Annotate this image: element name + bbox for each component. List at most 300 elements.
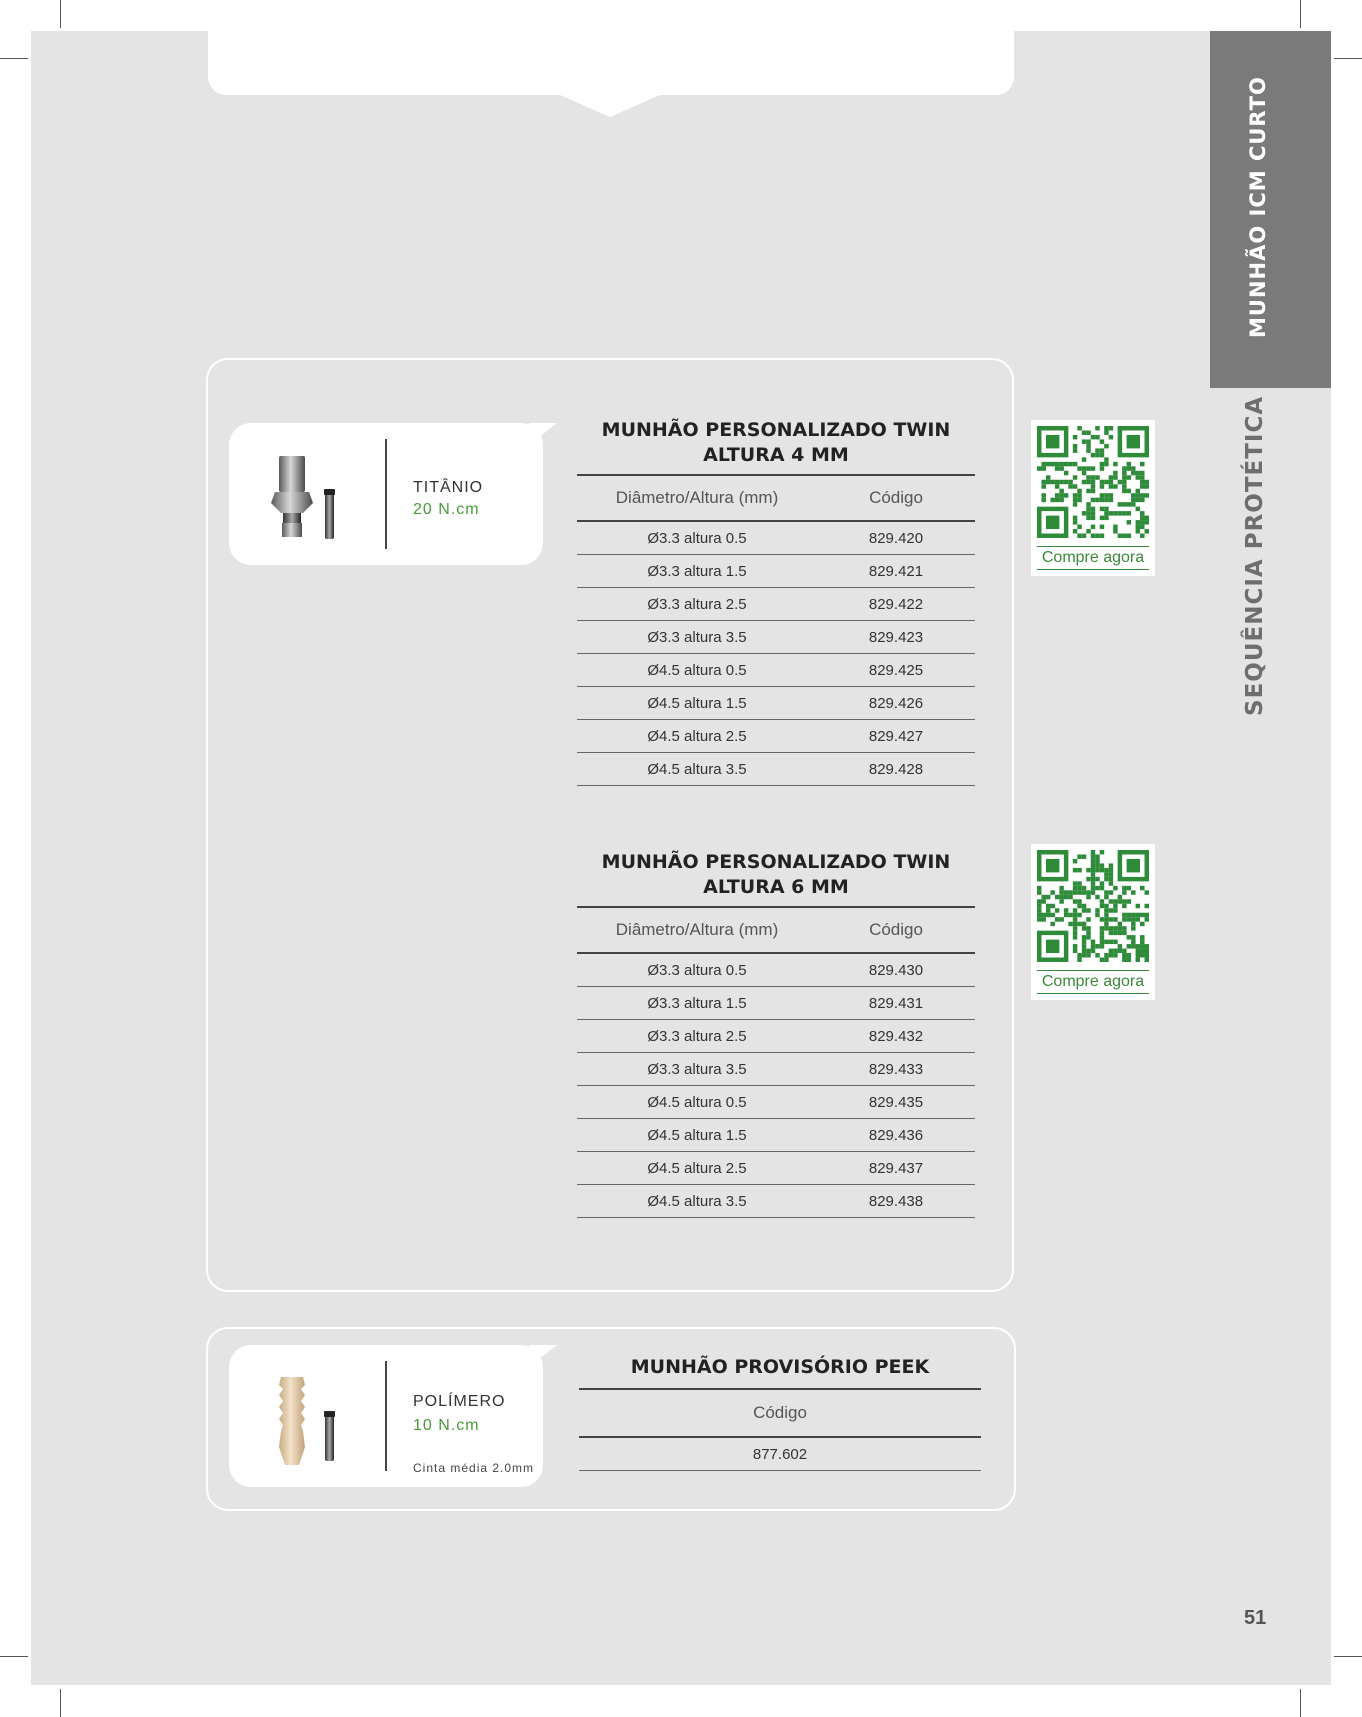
qr-module <box>1122 511 1126 515</box>
diameter-cell: Ø4.5 altura 0.5 <box>647 661 747 679</box>
qr-module <box>1073 917 1077 921</box>
qr-module <box>1145 944 1149 948</box>
torque-label: 20 N.cm <box>413 501 480 518</box>
qr-module <box>1091 516 1095 520</box>
column-header-diameter: Diâmetro/Altura (mm) <box>615 920 779 939</box>
qr-module <box>1091 881 1095 885</box>
qr-module <box>1077 886 1081 890</box>
qr-module <box>1145 904 1149 908</box>
qr-module <box>1140 922 1144 926</box>
qr-module <box>1136 913 1140 917</box>
qr-module <box>1073 908 1077 912</box>
qr-module <box>1122 953 1126 957</box>
chapter-label: SEQUÊNCIA PROTÉTICA <box>1242 395 1268 716</box>
qr-module <box>1086 475 1090 479</box>
table-title-line2: ALTURA 4 MM <box>703 444 849 466</box>
qr-module <box>1136 958 1140 962</box>
diameter-cell: Ø4.5 altura 2.5 <box>647 1159 747 1177</box>
qr-module <box>1136 949 1140 953</box>
qr-module <box>1109 868 1113 872</box>
qr-module <box>1073 913 1077 917</box>
code-cell: 829.427 <box>868 727 924 745</box>
qr-module <box>1073 502 1077 506</box>
qr-module <box>1100 958 1104 962</box>
qr-module <box>1086 466 1090 470</box>
buy-now-label[interactable]: Compre agora <box>1037 970 1149 994</box>
qr-module <box>1055 480 1059 484</box>
qr-module <box>1104 872 1108 876</box>
qr-module <box>1086 516 1090 520</box>
qr-module <box>1104 922 1108 926</box>
qr-module <box>1041 498 1045 502</box>
qr-module <box>1104 480 1108 484</box>
qr-module <box>1073 935 1077 939</box>
table-row <box>577 1185 975 1218</box>
code-cell: 829.428 <box>868 760 924 778</box>
titanium-abutment-image <box>269 453 349 549</box>
qr-module <box>1131 493 1135 497</box>
qr-module <box>1136 529 1140 533</box>
qr-module <box>1131 926 1135 930</box>
qr-module <box>1145 516 1149 520</box>
qr-module <box>1050 913 1054 917</box>
qr-code-icon <box>1037 850 1149 962</box>
qr-module <box>1100 917 1104 921</box>
qr-module <box>1127 466 1131 470</box>
qr-module <box>1091 489 1095 493</box>
qr-module <box>1077 913 1081 917</box>
qr-module <box>1073 462 1077 466</box>
qr-module <box>1109 480 1113 484</box>
qr-module <box>1095 859 1099 863</box>
table-row <box>577 522 975 555</box>
qr-module <box>1131 498 1135 502</box>
qr-module <box>1064 895 1068 899</box>
qr-module <box>1136 953 1140 957</box>
qr-module <box>1037 908 1041 912</box>
qr-module <box>1122 886 1126 890</box>
qr-module <box>1100 498 1104 502</box>
qr-module <box>1104 457 1108 461</box>
qr-module <box>1091 868 1095 872</box>
qr-module <box>1104 493 1108 497</box>
torque-label: 10 N.cm <box>413 1417 480 1434</box>
qr-module <box>1041 899 1045 903</box>
qr-module <box>1091 863 1095 867</box>
qr-module <box>1127 886 1131 890</box>
qr-module <box>1104 926 1108 930</box>
qr-module <box>1100 881 1104 885</box>
qr-module <box>1109 872 1113 876</box>
qr-module <box>1091 949 1095 953</box>
qr-module <box>1059 489 1063 493</box>
qr-module <box>1073 435 1077 439</box>
qr-module <box>1050 498 1054 502</box>
qr-module <box>1140 462 1144 466</box>
qr-module <box>1073 498 1077 502</box>
qr-module <box>1113 471 1117 475</box>
qr-module <box>1136 520 1140 524</box>
qr-module <box>1077 904 1081 908</box>
qr-module <box>1086 890 1090 894</box>
qr-module <box>1127 475 1131 479</box>
qr-module <box>1100 926 1104 930</box>
qr-module <box>1073 922 1077 926</box>
qr-module <box>1113 529 1117 533</box>
qr-module <box>1145 949 1149 953</box>
table-row <box>577 720 975 753</box>
qr-module <box>1113 475 1117 479</box>
qr-module <box>1095 453 1099 457</box>
qr-module <box>1091 475 1095 479</box>
qr-module <box>1109 498 1113 502</box>
qr-module <box>1122 466 1126 470</box>
qr-module <box>1145 917 1149 921</box>
qr-module <box>1077 868 1081 872</box>
diameter-cell: Ø4.5 altura 0.5 <box>647 1093 747 1111</box>
table-row-code: 877.602 <box>579 1438 981 1471</box>
qr-module <box>1109 899 1113 903</box>
qr-module <box>1073 529 1077 533</box>
qr-module <box>1131 944 1135 948</box>
peek-abutment-image <box>269 1375 349 1471</box>
qr-module <box>1113 511 1117 515</box>
qr-module <box>1104 426 1108 430</box>
qr-module <box>1059 917 1063 921</box>
qr-module <box>1073 859 1077 863</box>
qr-module <box>1100 850 1104 854</box>
qr-module <box>1073 448 1077 452</box>
qr-module <box>1091 940 1095 944</box>
qr-module <box>1046 904 1050 908</box>
qr-module <box>1104 462 1108 466</box>
qr-module <box>1100 439 1104 443</box>
card-tip <box>529 423 557 445</box>
qr-module <box>1136 944 1140 948</box>
qr-module <box>1041 917 1045 921</box>
qr-module <box>1127 520 1131 524</box>
qr-module <box>1100 935 1104 939</box>
qr-module <box>1109 426 1113 430</box>
buy-now-label[interactable]: Compre agora <box>1037 546 1149 570</box>
qr-module <box>1122 534 1126 538</box>
qr-module <box>1095 534 1099 538</box>
qr-module <box>1100 525 1104 529</box>
qr-finder-center <box>1127 859 1140 872</box>
qr-module <box>1145 493 1149 497</box>
qr-module <box>1109 877 1113 881</box>
qr-module <box>1073 444 1077 448</box>
qr-module <box>1113 917 1117 921</box>
qr-module <box>1091 890 1095 894</box>
qr-module <box>1064 890 1068 894</box>
qr-module <box>1109 931 1113 935</box>
qr-module <box>1100 480 1104 484</box>
qr-module <box>1082 949 1086 953</box>
qr-module <box>1104 953 1108 957</box>
code-cell: 829.437 <box>868 1159 924 1177</box>
qr-module <box>1122 899 1126 903</box>
qr-module <box>1104 868 1108 872</box>
table-title-line2: ALTURA 6 MM <box>703 876 849 898</box>
qr-module <box>1131 917 1135 921</box>
qr-module <box>1077 854 1081 858</box>
qr-module <box>1136 471 1140 475</box>
qr-module <box>1104 890 1108 894</box>
qr-module <box>1118 931 1122 935</box>
qr-module <box>1055 462 1059 466</box>
qr-module <box>1077 525 1081 529</box>
qr-module <box>1104 877 1108 881</box>
qr-module <box>1113 931 1117 935</box>
qr-module <box>1095 498 1099 502</box>
qr-module <box>1118 502 1122 506</box>
qr-module <box>1068 480 1072 484</box>
qr-module <box>1095 435 1099 439</box>
qr-module <box>1140 913 1144 917</box>
column-header-diameter: Diâmetro/Altura (mm) <box>615 488 779 507</box>
qr-module <box>1041 466 1045 470</box>
qr-module <box>1055 895 1059 899</box>
table-title-line1: MUNHÃO PERSONALIZADO TWIN <box>601 419 951 441</box>
qr-module <box>1118 926 1122 930</box>
qr-module <box>1086 895 1090 899</box>
qr-module <box>1050 890 1054 894</box>
qr-module <box>1109 908 1113 912</box>
qr-module <box>1100 453 1104 457</box>
diameter-cell: Ø3.3 altura 0.5 <box>647 961 747 979</box>
qr-module <box>1091 854 1095 858</box>
table-row <box>577 753 975 786</box>
qr-module <box>1122 913 1126 917</box>
qr-module <box>1073 931 1077 935</box>
qr-module <box>1104 913 1108 917</box>
qr-module <box>1145 520 1149 524</box>
section-tab <box>1210 31 1331 388</box>
code-cell: 829.425 <box>868 661 924 679</box>
qr-module <box>1122 890 1126 894</box>
qr-module <box>1091 534 1095 538</box>
qr-module <box>1086 926 1090 930</box>
qr-module <box>1064 913 1068 917</box>
qr-module <box>1091 484 1095 488</box>
qr-module <box>1145 953 1149 957</box>
qr-module <box>1109 917 1113 921</box>
table-twin-4mm <box>577 418 975 786</box>
diameter-cell: Ø3.3 altura 2.5 <box>647 1027 747 1045</box>
qr-module <box>1046 480 1050 484</box>
qr-module <box>1109 953 1113 957</box>
qr-module <box>1091 944 1095 948</box>
qr-module <box>1041 480 1045 484</box>
qr-module <box>1122 484 1126 488</box>
qr-module <box>1082 944 1086 948</box>
qr-module <box>1068 890 1072 894</box>
qr-module <box>1077 953 1081 957</box>
qr-module <box>1082 922 1086 926</box>
qr-module <box>1118 895 1122 899</box>
qr-module <box>1127 935 1131 939</box>
code-cell: 829.432 <box>868 1027 924 1045</box>
table-row <box>577 621 975 654</box>
qr-module <box>1073 881 1077 885</box>
qr-module <box>1095 475 1099 479</box>
qr-module <box>1140 493 1144 497</box>
card-tip <box>529 1345 557 1367</box>
qr-module <box>1068 484 1072 488</box>
qr-module <box>1077 881 1081 885</box>
qr-module <box>1082 908 1086 912</box>
qr-module <box>1118 949 1122 953</box>
qr-module <box>1109 940 1113 944</box>
qr-module <box>1140 935 1144 939</box>
qr-module <box>1091 466 1095 470</box>
qr-module <box>1091 435 1095 439</box>
qr-finder-center <box>1127 435 1140 448</box>
code-cell: 829.438 <box>868 1192 924 1210</box>
qr-module <box>1140 949 1144 953</box>
table-peek <box>579 1355 981 1471</box>
qr-module <box>1145 484 1149 488</box>
qr-module <box>1077 958 1081 962</box>
qr-module <box>1086 430 1090 434</box>
qr-module <box>1077 534 1081 538</box>
qr-module <box>1122 931 1126 935</box>
table-twin-6mm <box>577 850 975 1218</box>
qr-module <box>1109 949 1113 953</box>
qr-module <box>1059 462 1063 466</box>
diameter-cell: Ø4.5 altura 1.5 <box>647 694 747 712</box>
qr-module <box>1037 899 1041 903</box>
qr-module <box>1140 944 1144 948</box>
qr-module <box>1140 525 1144 529</box>
qr-module <box>1073 484 1077 488</box>
qr-module <box>1091 480 1095 484</box>
qr-module <box>1091 872 1095 876</box>
qr-module <box>1140 520 1144 524</box>
product-card-titanium <box>229 423 543 565</box>
qr-module <box>1095 895 1099 899</box>
table-title: MUNHÃO PROVISÓRIO PEEK <box>579 1355 981 1390</box>
qr-module <box>1145 529 1149 533</box>
qr-module <box>1082 534 1086 538</box>
qr-module <box>1073 886 1077 890</box>
qr-module <box>1082 854 1086 858</box>
table-row <box>577 588 975 621</box>
crop-mark <box>1334 58 1362 59</box>
qr-module <box>1131 913 1135 917</box>
qr-module <box>1100 466 1104 470</box>
qr-module <box>1104 507 1108 511</box>
diameter-cell: Ø3.3 altura 0.5 <box>647 529 747 547</box>
qr-module <box>1113 484 1117 488</box>
qr-module <box>1082 466 1086 470</box>
qr-module <box>1091 453 1095 457</box>
material-label: TITÂNIO <box>413 479 484 496</box>
qr-module <box>1113 940 1117 944</box>
qr-module <box>1145 890 1149 894</box>
qr-module <box>1073 949 1077 953</box>
qr-module <box>1104 958 1108 962</box>
card-divider <box>385 1361 387 1471</box>
qr-module <box>1127 534 1131 538</box>
qr-module <box>1064 480 1068 484</box>
qr-module <box>1095 908 1099 912</box>
qr-module <box>1122 475 1126 479</box>
crop-mark <box>1300 0 1301 28</box>
crop-mark <box>60 0 61 28</box>
qr-buy-link[interactable] <box>1031 844 1155 1000</box>
qr-module <box>1100 493 1104 497</box>
qr-module <box>1086 931 1090 935</box>
qr-module <box>1113 899 1117 903</box>
qr-module <box>1095 877 1099 881</box>
qr-module <box>1091 507 1095 511</box>
qr-module <box>1140 475 1144 479</box>
qr-module <box>1100 886 1104 890</box>
qr-module <box>1131 471 1135 475</box>
qr-buy-link[interactable] <box>1031 420 1155 576</box>
page-number: 51 <box>1244 1607 1267 1629</box>
qr-module <box>1041 493 1045 497</box>
qr-module <box>1100 863 1104 867</box>
qr-module <box>1073 516 1077 520</box>
qr-module <box>1055 493 1059 497</box>
qr-module <box>1113 904 1117 908</box>
qr-module <box>1104 917 1108 921</box>
qr-module <box>1077 890 1081 894</box>
table-row <box>577 1119 975 1152</box>
qr-module <box>1109 484 1113 488</box>
qr-module <box>1095 913 1099 917</box>
qr-module <box>1095 886 1099 890</box>
qr-module <box>1059 480 1063 484</box>
crop-mark <box>0 58 28 59</box>
qr-module <box>1109 863 1113 867</box>
qr-module <box>1037 466 1041 470</box>
qr-module <box>1064 462 1068 466</box>
qr-module <box>1073 493 1077 497</box>
column-header-code: Código <box>869 488 923 507</box>
qr-module <box>1055 484 1059 488</box>
table-title-line1: MUNHÃO PERSONALIZADO TWIN <box>601 851 951 873</box>
code-cell: 829.435 <box>868 1093 924 1111</box>
diameter-cell: Ø3.3 altura 1.5 <box>647 994 747 1012</box>
qr-module <box>1113 886 1117 890</box>
qr-module <box>1127 944 1131 948</box>
qr-module <box>1095 426 1099 430</box>
qr-module <box>1086 448 1090 452</box>
qr-module <box>1073 926 1077 930</box>
qr-module <box>1086 507 1090 511</box>
qr-module <box>1086 908 1090 912</box>
qr-module <box>1073 890 1077 894</box>
qr-module <box>1131 466 1135 470</box>
qr-module <box>1113 949 1117 953</box>
qr-module <box>1131 890 1135 894</box>
qr-module <box>1073 944 1077 948</box>
qr-module <box>1037 917 1041 921</box>
qr-finder-center <box>1046 940 1059 953</box>
qr-module <box>1109 511 1113 515</box>
qr-module <box>1100 484 1104 488</box>
qr-module <box>1140 484 1144 488</box>
qr-module <box>1077 922 1081 926</box>
qr-module <box>1122 471 1126 475</box>
qr-module <box>1113 908 1117 912</box>
qr-module <box>1059 886 1063 890</box>
qr-module <box>1140 534 1144 538</box>
